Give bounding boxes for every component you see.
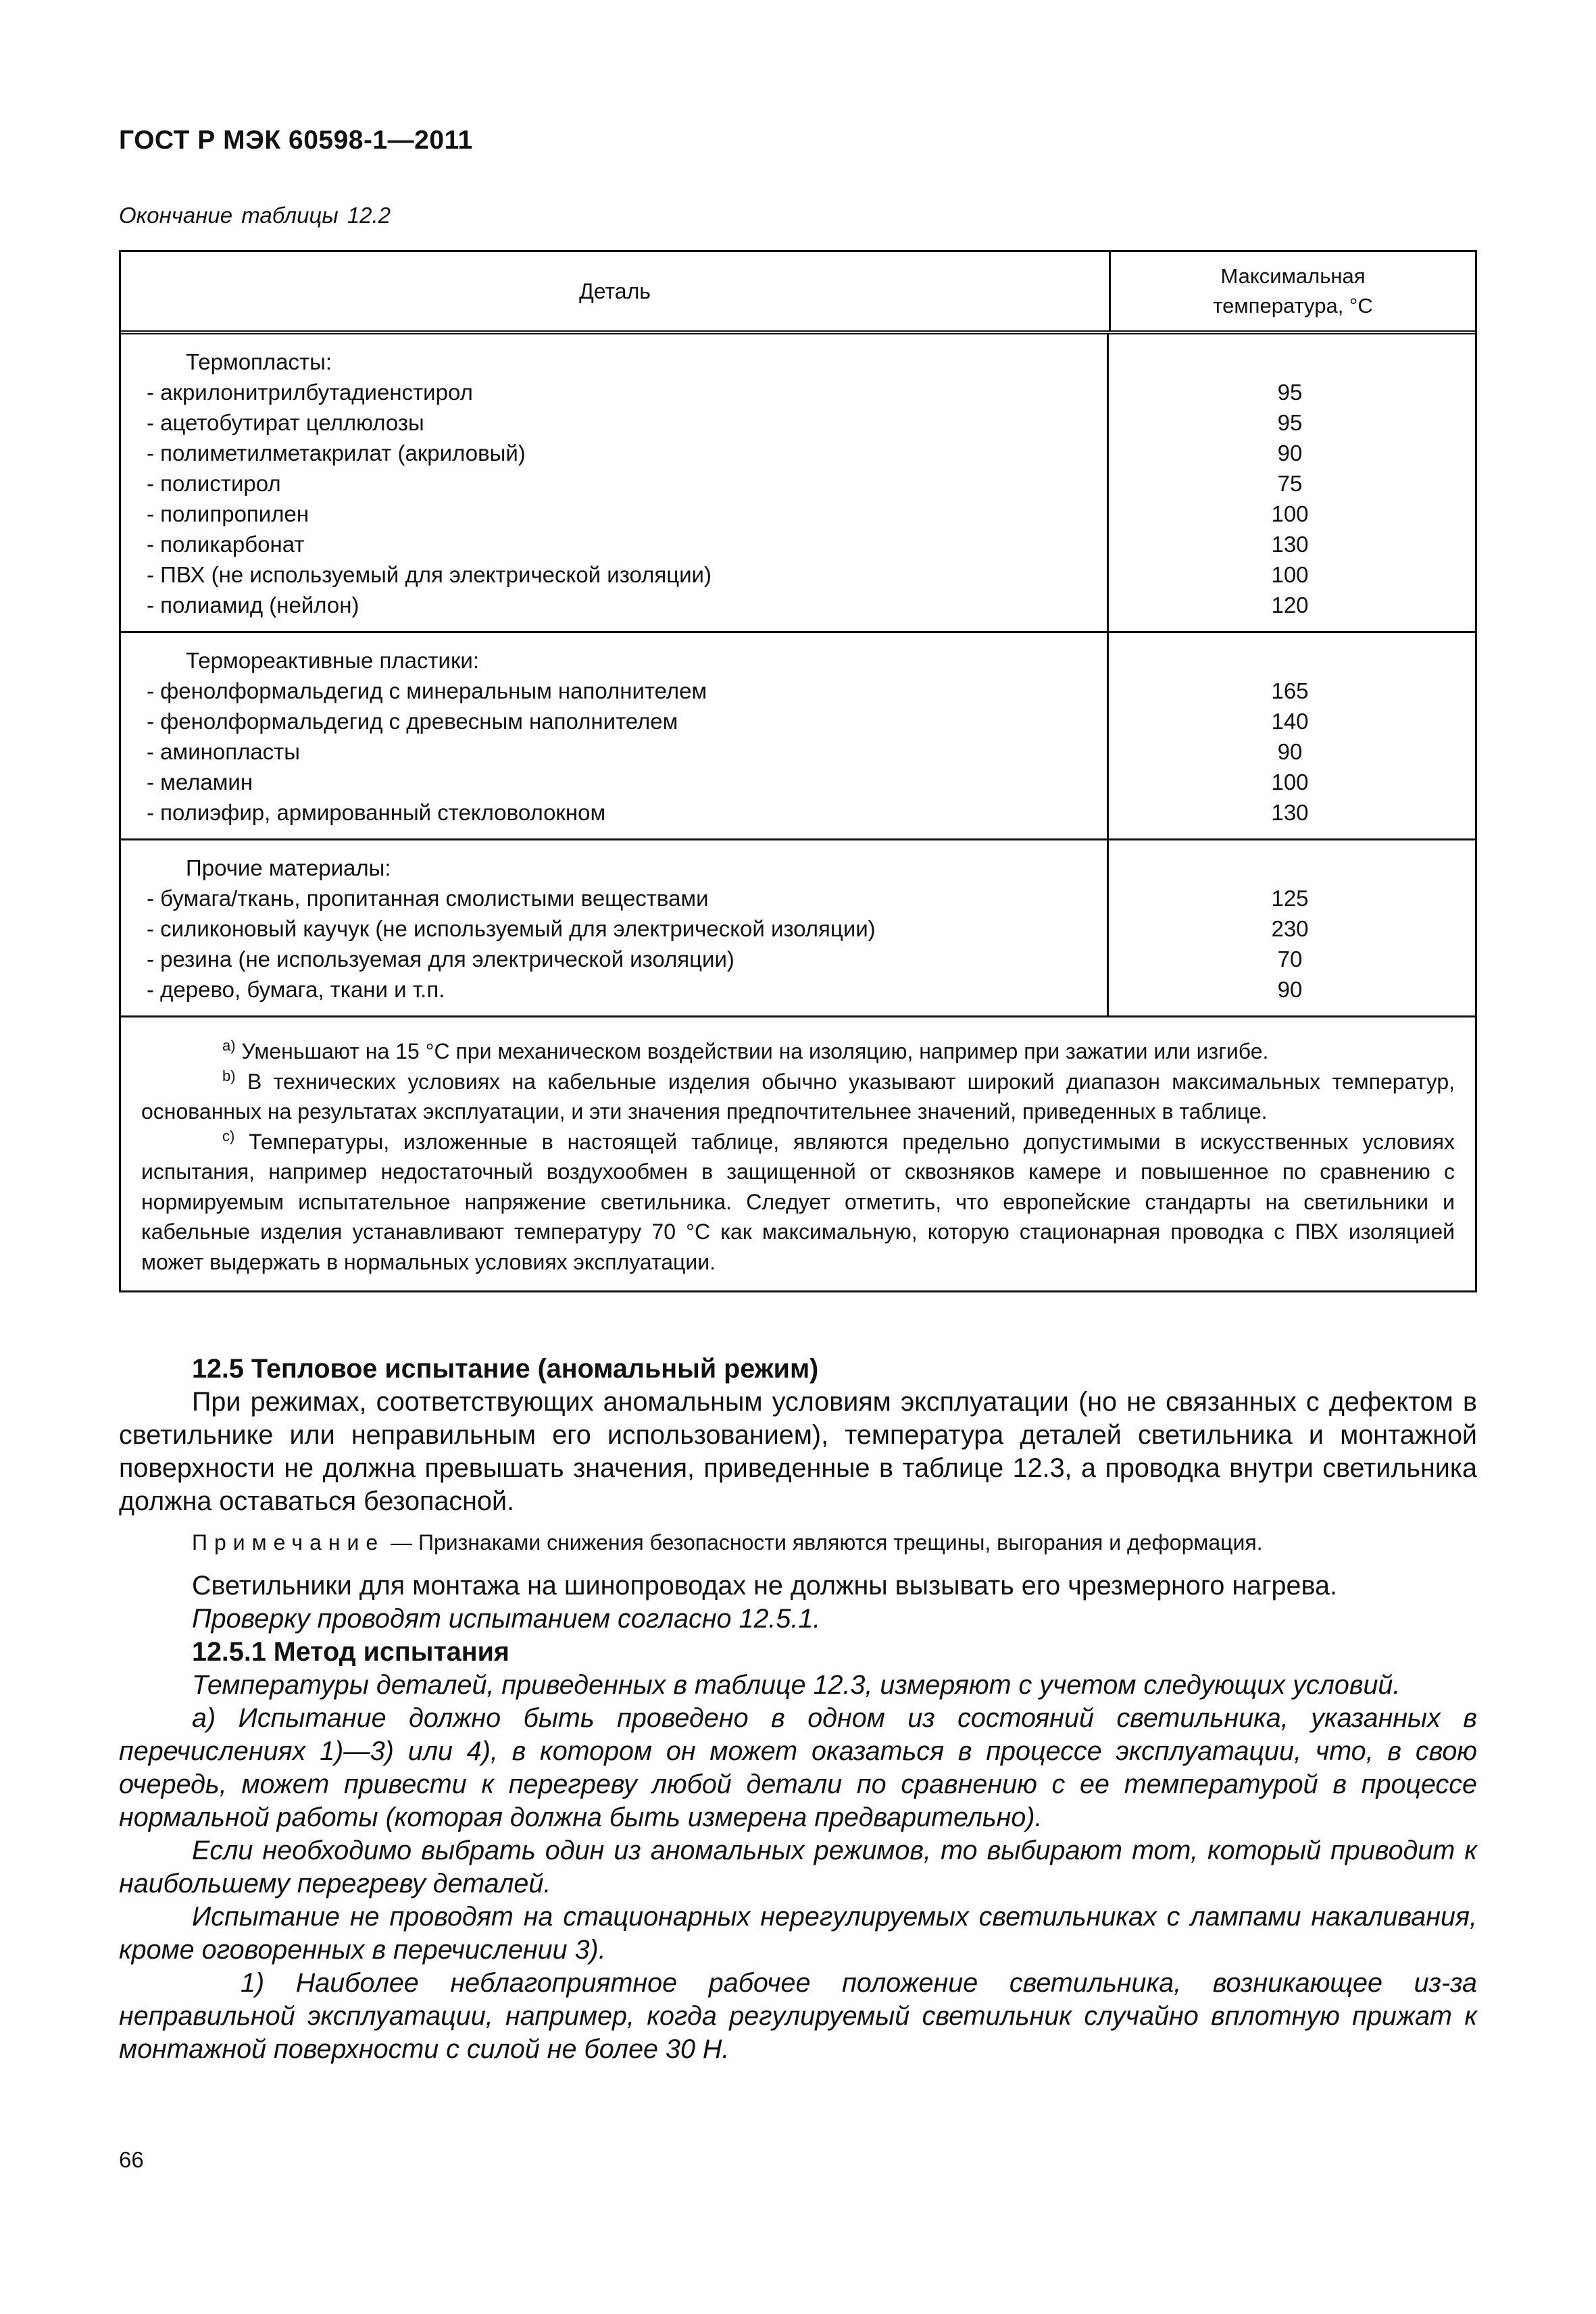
- max-temperature: 100: [1271, 770, 1309, 795]
- note: [119, 1528, 1477, 1557]
- material-name: - резина (не используемая для электрической изоляции): [147, 947, 734, 972]
- temperature-table: [119, 250, 1477, 1292]
- material-name: - фенолформальдегид с древесным наполнителем: [147, 709, 678, 734]
- max-temperature: 125: [1271, 886, 1309, 911]
- note-text: — Признаками снижения безопасности являются трещины, выгорания и деформация.: [384, 1530, 1263, 1555]
- footnote-a: [141, 1036, 1455, 1067]
- group-title: Термореактивные пластики:: [186, 648, 480, 673]
- max-temperature: 130: [1271, 532, 1309, 557]
- column-header-temperature-line2: температура, °С: [1213, 294, 1373, 318]
- max-temperature: 70: [1277, 947, 1303, 972]
- material-name: - акрилонитрилбутадиенстирол: [147, 380, 473, 405]
- material-name: - поликарбонат: [147, 532, 305, 557]
- max-temperature: 140: [1271, 709, 1309, 734]
- max-temperature: 95: [1277, 410, 1303, 435]
- paragraph: 1) Наиболее неблагоприятное рабочее положение светильника, возникающее из-за неправильной эксплуатации, например, когда регулируемый светильник случайно вплотную прижат к монтажной поверхности с силой не более 30 Н.: [119, 1968, 1477, 2064]
- table-footnotes: [121, 1017, 1475, 1290]
- footnote-mark: c): [222, 1127, 235, 1145]
- max-temperature: 100: [1271, 562, 1309, 587]
- max-temperature: 95: [1277, 380, 1303, 405]
- max-temperature: 120: [1271, 593, 1309, 618]
- material-name: - полипропилен: [147, 501, 309, 526]
- max-temperature: 90: [1277, 739, 1303, 764]
- footnote-text: Уменьшают на 15 °С при механическом воздействии на изоляцию, например при зажатии или изгибе.: [241, 1039, 1269, 1063]
- table-group-thermoplastics: [121, 334, 1475, 633]
- table-caption: Окончание таблицы 12.2: [119, 203, 391, 228]
- material-name: - полиэфир, армированный стекловолокном: [147, 800, 606, 825]
- max-temperature: 75: [1277, 471, 1303, 496]
- paragraph: Если необходимо выбрать один из аномальных режимов, то выбирают тот, который приводит к наибольшему перегреву деталей.: [119, 1836, 1477, 1898]
- material-name: - фенолформальдегид с минеральным наполнителем: [147, 678, 707, 703]
- footnote-text: В технических условиях на кабельные изделия обычно указывают широкий диапазон максимальных температур, основанных на результатах эксплуатации, и эти значения предпочтительнее значений, приведенных в таблице.: [141, 1069, 1455, 1124]
- footnote-c: [141, 1127, 1455, 1278]
- max-temperature: 100: [1271, 501, 1309, 526]
- material-name: - ПВХ (не используемый для электрической изоляции): [147, 562, 712, 587]
- body-text: [119, 1353, 1477, 2066]
- footnote-mark: a): [222, 1037, 236, 1054]
- subsection-heading: 12.5.1 Метод испытания: [192, 1637, 509, 1667]
- paragraph: а) Испытание должно быть проведено в одном из состояний светильника, указанных в перечислениях 1)—3) или 4), в котором он может оказаться в процессе эксплуатации, что, в свою очередь, может привести к перегреву любой детали по сравнению с ее температурой в процессе нормальной работы (которая должна быть измерена предварительно).: [119, 1703, 1477, 1832]
- group-title: Прочие материалы:: [186, 855, 391, 880]
- column-header-temperature-line1: Максимальная: [1220, 264, 1366, 288]
- max-temperature: 165: [1271, 678, 1309, 703]
- material-name: - силиконовый каучук (не используемый для электрической изоляции): [147, 916, 876, 941]
- paragraph: Светильники для монтажа на шинопроводах не должны вызывать его чрезмерного нагрева.: [192, 1571, 1337, 1601]
- footnote-mark: b): [222, 1067, 236, 1084]
- material-name: - аминопласты: [147, 739, 301, 764]
- column-header-temperature: [1111, 252, 1475, 330]
- max-temperature: 90: [1277, 441, 1303, 466]
- table-group-other-materials: [121, 840, 1475, 1017]
- note-label: Примечание: [192, 1530, 385, 1555]
- material-name: - бумага/ткань, пропитанная смолистыми веществами: [147, 886, 709, 911]
- paragraph: При режимах, соответствующих аномальным условиям эксплуатации (но не связанных с дефектом в светильнике или неправильным его использованием), температура деталей светильника и монтажной поверхности не должна превышать значения, приведенные в таблице 12.3, а проводка внутри светильника должна оставаться безопасной.: [119, 1387, 1477, 1516]
- table-group-thermosets: [121, 633, 1475, 840]
- material-name: - ацетобутират целлюлозы: [147, 410, 424, 435]
- max-temperature: 230: [1271, 916, 1309, 941]
- material-name: - дерево, бумага, ткани и т.п.: [147, 977, 445, 1002]
- material-name: - полиметилметакрилат (акриловый): [147, 441, 526, 466]
- max-temperature: 130: [1271, 800, 1309, 825]
- column-header-part: Деталь: [121, 252, 1111, 330]
- table-header-row: [121, 252, 1475, 334]
- max-temperature: 90: [1277, 977, 1303, 1002]
- section-heading: 12.5 Тепловое испытание (аномальный режим): [192, 1354, 819, 1384]
- group-title: Термопласты:: [186, 349, 332, 374]
- footnote-b: [141, 1067, 1455, 1127]
- document-header: ГОСТ Р МЭК 60598-1—2011: [119, 126, 473, 155]
- page-number: 66: [119, 2147, 144, 2172]
- paragraph: Испытание не проводят на стационарных нерегулируемых светильниках с лампами накаливания, кроме оговоренных в перечислении 3).: [119, 1902, 1477, 1965]
- paragraph: Температуры деталей, приведенных в таблице 12.3, измеряют с учетом следующих условий.: [192, 1670, 1401, 1700]
- paragraph: Проверку проводят испытанием согласно 12.5.1.: [192, 1604, 821, 1634]
- material-name: - полиамид (нейлон): [147, 593, 359, 618]
- footnote-text: Температуры, изложенные в настоящей таблице, являются предельно допустимыми в искусственных условиях испытания, например недостаточный воздухообмен в защищенной от сквозняков камере и повышенное по сравнению с нормируемым испытательное напряжение светильника. Следует отметить, что европейские стандарты на светильники и кабельные изделия устанавливают температуру 70 °С как максимальную, которую стационарная проводка с ПВХ изоляцией может выдержать в нормальных условиях эксплуатации.: [141, 1129, 1455, 1274]
- material-name: - меламин: [147, 770, 253, 795]
- material-name: - полистирол: [147, 471, 281, 496]
